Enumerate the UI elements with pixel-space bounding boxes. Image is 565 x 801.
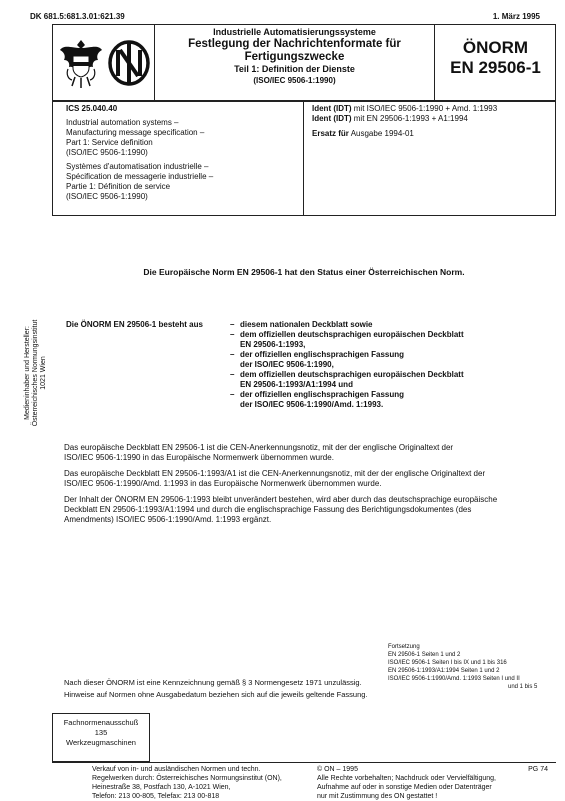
continuation-block xyxy=(388,643,548,691)
list-item: – dem offiziellen deutschsprachigen europäischen Deckblatt EN 29506-1:1993, xyxy=(230,330,464,349)
english-title-line: Industrial automation systems – xyxy=(66,118,179,127)
english-title-line: Part 1: Service definition xyxy=(66,138,153,147)
french-title xyxy=(66,162,298,202)
continuation-heading: Fortsetzung xyxy=(388,644,420,650)
legal-notes xyxy=(64,678,394,700)
footer-sales-info: Verkauf von in- und ausländischen Normen und techn. Regelwerken durch: Österreichisches Normungsinstitut (ON), Heinestraße 38, Postfach 130, A-1021 Wien, Telefon: 213 00-805, Telefax: 213 00-818 xyxy=(92,766,282,800)
iso-reference: (ISO/IEC 9506-1:1990) xyxy=(253,76,336,85)
ident-line-2 xyxy=(312,114,552,124)
continuation-line: EN 29506-1 Seiten 1 und 2 xyxy=(388,652,461,658)
standard-name: ÖNORM xyxy=(462,38,529,57)
ics-code: ICS 25.040.40 xyxy=(66,104,118,113)
committee-line: Werkzeugmaschinen xyxy=(66,738,136,747)
paragraph: Der Inhalt der ÖNORM EN 29506-1:1993 bleibt unverändert bestehen, wird aber durch das deutschsprachige europäische Deckblatt EN 29506-1:1993/A1:1994 und durch die englischsprachige Fassung des Berichtigungsdokumentes (des Amendments) ISO/IEC 9506-1:1990/Amd. 1:1993 ergänzt. xyxy=(64,495,498,524)
publisher-sidebar xyxy=(24,318,48,428)
footer-rights: © ON – 1995 Alle Rechte vorbehalten; Nachdruck oder Vervielfältigung, Aufnahme auf oder in sonstige Medien oder Datenträger nur mit Zustimmung des ON gestattet ! xyxy=(317,765,517,801)
replacement-line xyxy=(312,129,552,139)
french-title-line: Spécification de messagerie industrielle – xyxy=(66,172,214,181)
english-title-line: Manufacturing message specification – xyxy=(66,128,205,137)
french-title-line: (ISO/IEC 9506-1:1990) xyxy=(66,192,148,201)
continuation-line: EN 29506-1:1993/A1:1994 Seiten 1 und 2 xyxy=(388,668,500,674)
issue-date: 1. März 1995 xyxy=(492,12,540,21)
continuation-line: ISO/IEC 9506-1 Seiten I bis IX und 1 bis 316 xyxy=(388,660,507,666)
paragraph: Das europäische Deckblatt EN 29506-1 ist die CEN-Anerkennungsnotiz, mit der der englische Originaltext der ISO/IEC 9506-1:1990 in das Europäische Normenwerk übernommen wurde. xyxy=(64,443,454,462)
list-item: – dem offiziellen deutschsprachigen europäischen Deckblatt EN 29506-1:1993/A1:1994 und xyxy=(230,370,464,389)
ident-line-1 xyxy=(312,104,552,114)
part-title: Teil 1: Definition der Dienste xyxy=(234,64,355,74)
identity-block xyxy=(312,104,552,139)
ident-value: mit ISO/IEC 9506-1:1990 + Amd. 1:1993 xyxy=(351,104,498,113)
main-title-line2: Fertigungszwecke xyxy=(244,51,345,63)
series-title: Industrielle Automatisierungssysteme xyxy=(213,27,376,37)
note-line: Nach dieser ÖNORM ist eine Kennzeichnung gemäß § 3 Normengesetz 1971 unzulässig. xyxy=(64,678,362,687)
ident-value: mit EN 29506-1:1993 + A1:1994 xyxy=(351,114,468,123)
french-title-line: Partie 1: Définition de service xyxy=(66,182,171,191)
standard-number: EN 29506-1 xyxy=(450,58,541,77)
continuation-line: und 1 bis 5 xyxy=(508,684,538,690)
list-item: – der offiziellen englischsprachigen Fassung der ISO/IEC 9506-1:1990, xyxy=(230,350,405,369)
main-title-line1: Festlegung der Nachrichtenformate für xyxy=(188,38,401,50)
french-title-line: Systèmes d'automatisation industrielle – xyxy=(66,162,209,171)
continuation-line: ISO/IEC 9506-1:1990/Amd. 1:1993 Seiten I und II xyxy=(388,676,520,682)
austrian-eagle-emblem xyxy=(58,36,104,90)
note-line: Hinweise auf Normen ohne Ausgabedatum beziehen sich auf die jeweils geltende Fassung. xyxy=(64,690,368,699)
paragraph: Das europäische Deckblatt EN 29506-1:1993/A1 ist die CEN-Anerkennungsnotiz, mit der der englische Originaltext der ISO/IEC 9506-1:1990/Amd. 1:1993 in das Europäische Normenwerk übernommen wurde. xyxy=(64,469,486,488)
composition-lead: Die ÖNORM EN 29506-1 besteht aus xyxy=(66,320,203,329)
ident-label: Ident (IDT) xyxy=(312,104,352,113)
replacement-label: Ersatz für xyxy=(312,129,349,138)
list-item: – diesem nationalen Deckblatt sowie xyxy=(230,320,373,329)
committee-line: 135 xyxy=(94,728,108,737)
copyright: © ON – 1995 xyxy=(317,766,358,773)
dk-number: DK 681.5:681.3.01:621.39 xyxy=(30,12,125,21)
committee-line: Fachnormenausschuß xyxy=(63,718,139,727)
english-title xyxy=(66,118,298,158)
status-statement: Die Europäische Norm EN 29506-1 hat den Status einer Österreichischen Norm. xyxy=(143,267,465,277)
title-block xyxy=(155,27,434,86)
standard-designation xyxy=(435,38,556,78)
title-translations xyxy=(66,104,298,202)
sidebar-line: 1021 Wien xyxy=(40,356,47,390)
composition-list xyxy=(230,320,530,410)
price-group: PG 74 xyxy=(528,766,548,773)
replacement-value: Ausgabe 1994-01 xyxy=(348,129,414,138)
list-item: – der offiziellen englischsprachigen Fassung der ISO/IEC 9506-1:1990/Amd. 1:1993. xyxy=(230,390,405,409)
on-logo xyxy=(108,40,150,86)
ident-label: Ident (IDT) xyxy=(312,114,352,123)
sidebar-line: Österreichisches Normungsinstitut xyxy=(32,319,39,427)
explanatory-paragraphs xyxy=(64,443,546,525)
sidebar-line: Medieninhaber und Hersteller: xyxy=(24,326,31,420)
committee-text xyxy=(52,718,150,748)
english-title-line: (ISO/IEC 9506-1:1990) xyxy=(66,148,148,157)
